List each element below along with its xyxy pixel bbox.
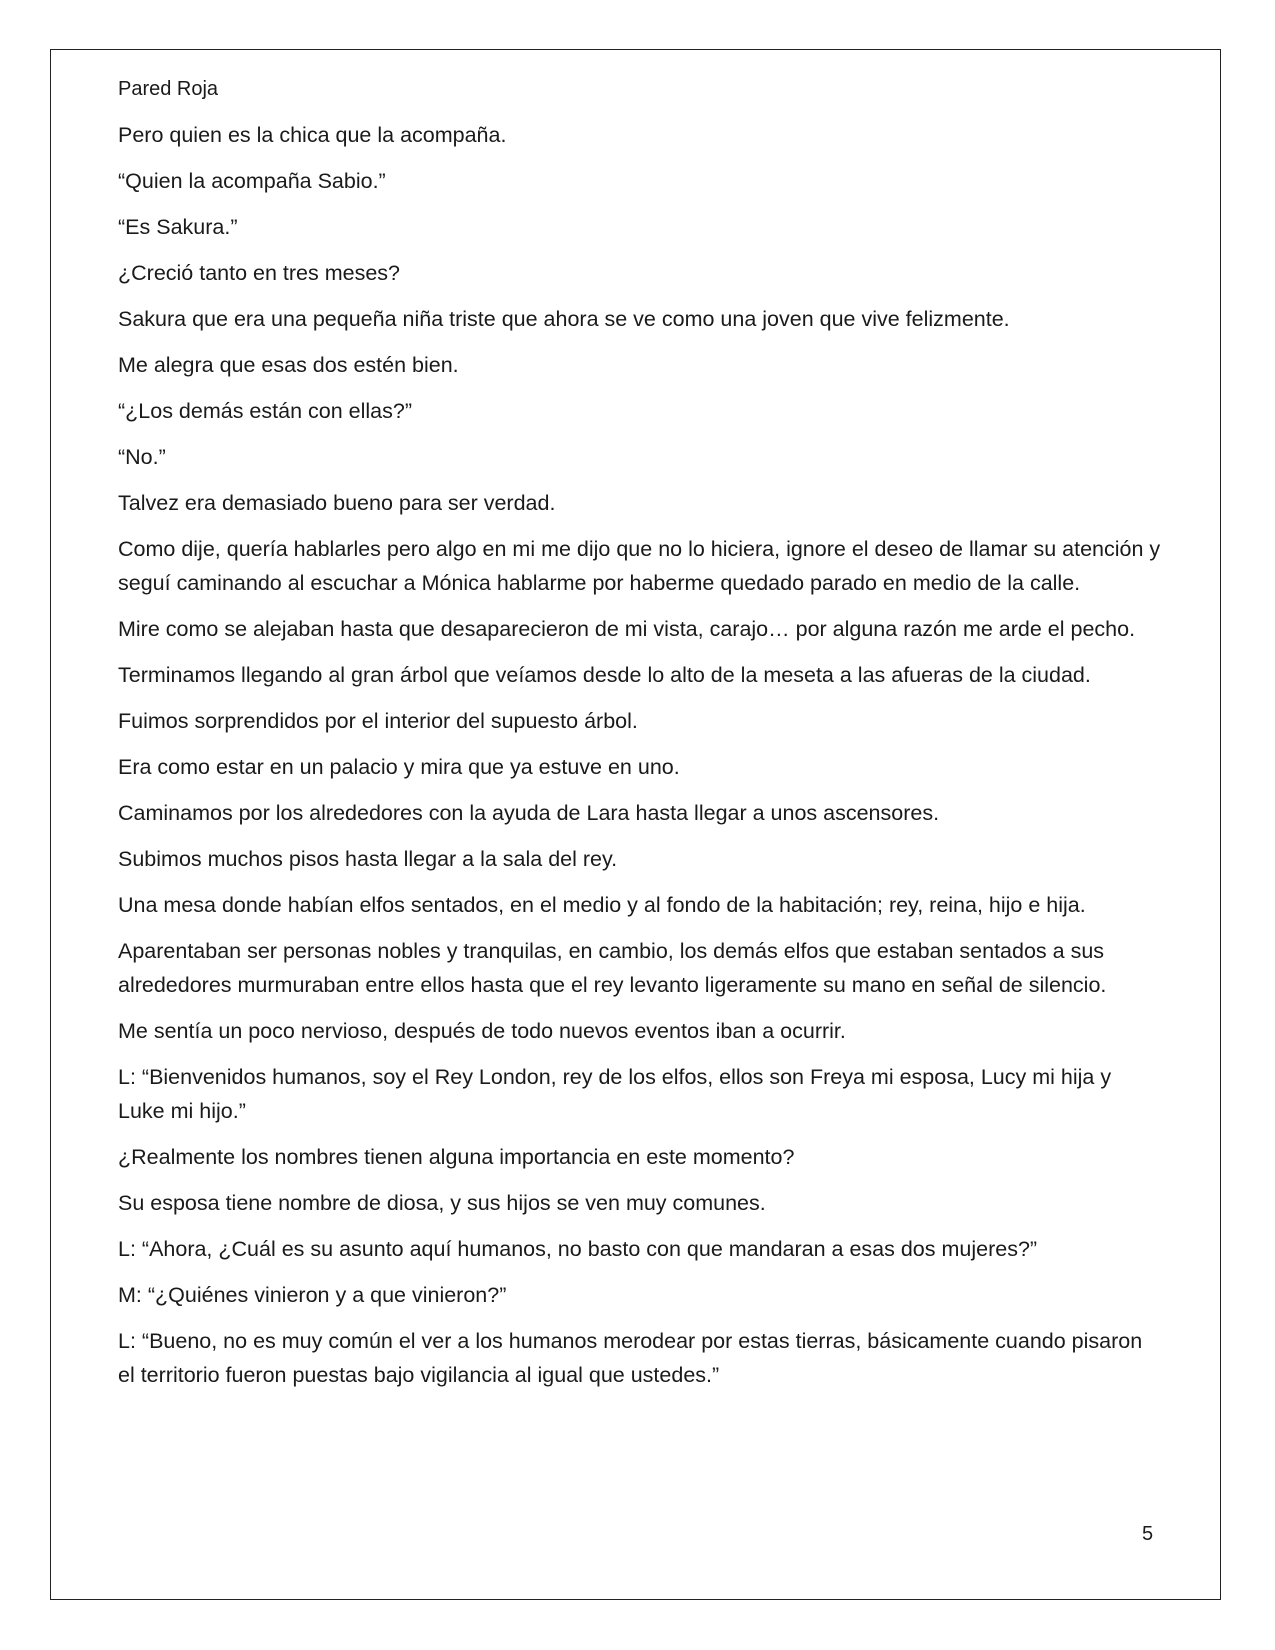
paragraph: Una mesa donde habían elfos sentados, en el medio y al fondo de la habitación; rey, reina, hijo e hija. xyxy=(118,893,1086,917)
paragraph: L: “Bienvenidos humanos, soy el Rey London, rey de los elfos, ellos son Freya mi esposa, Lucy mi hija y Luke mi hijo.” xyxy=(118,1065,1112,1123)
paragraph: Aparentaban ser personas nobles y tranquilas, en cambio, los demás elfos que estaban sentados a sus alrededores murmuraban entre ellos hasta que el rey levanto ligeramente su mano en señal de silencio. xyxy=(118,939,1107,997)
paragraph: Su esposa tiene nombre de diosa, y sus hijos se ven muy comunes. xyxy=(118,1191,766,1215)
running-header: Pared Roja xyxy=(118,78,219,100)
paragraph: Me alegra que esas dos estén bien. xyxy=(118,353,459,377)
paragraph: Fuimos sorprendidos por el interior del supuesto árbol. xyxy=(118,709,638,733)
paragraph: Era como estar en un palacio y mira que ya estuve en uno. xyxy=(118,755,680,779)
paragraph: “Es Sakura.” xyxy=(118,215,238,239)
paragraph: M: “¿Quiénes vinieron y a que vinieron?” xyxy=(118,1283,507,1307)
paragraph: Subimos muchos pisos hasta llegar a la sala del rey. xyxy=(118,847,618,871)
paragraph: Talvez era demasiado bueno para ser verdad. xyxy=(118,491,556,515)
paragraph: Pero quien es la chica que la acompaña. xyxy=(118,123,507,147)
paragraph: ¿Creció tanto en tres meses? xyxy=(118,261,401,285)
paragraph: Terminamos llegando al gran árbol que veíamos desde lo alto de la meseta a las afueras de la ciudad. xyxy=(118,663,1091,687)
paragraph: “Quien la acompaña Sabio.” xyxy=(118,169,386,193)
paragraph: Me sentía un poco nervioso, después de todo nuevos eventos iban a ocurrir. xyxy=(118,1019,846,1043)
paragraph: L: “Ahora, ¿Cuál es su asunto aquí humanos, no basto con que mandaran a esas dos mujeres?” xyxy=(118,1237,1038,1261)
body-text xyxy=(118,118,1163,1404)
paragraph: “¿Los demás están con ellas?” xyxy=(118,399,412,423)
paragraph: Mire como se alejaban hasta que desaparecieron de mi vista, carajo… por alguna razón me arde el pecho. xyxy=(118,617,1136,641)
paragraph: “No.” xyxy=(118,445,166,469)
paragraph: Como dije, quería hablarles pero algo en mi me dijo que no lo hiciera, ignore el deseo de llamar su atención y seguí caminando al escuchar a Mónica hablarme por haberme quedado parado en medio de la calle. xyxy=(118,537,1161,595)
paragraph: Sakura que era una pequeña niña triste que ahora se ve como una joven que vive felizmente. xyxy=(118,307,1010,331)
page-number: 5 xyxy=(1142,1523,1154,1545)
paragraph: Caminamos por los alrededores con la ayuda de Lara hasta llegar a unos ascensores. xyxy=(118,801,940,825)
paragraph: L: “Bueno, no es muy común el ver a los humanos merodear por estas tierras, básicamente cuando pisaron el territorio fueron puestas bajo vigilancia al igual que ustedes.” xyxy=(118,1329,1143,1387)
paragraph: ¿Realmente los nombres tienen alguna importancia en este momento? xyxy=(118,1145,795,1169)
